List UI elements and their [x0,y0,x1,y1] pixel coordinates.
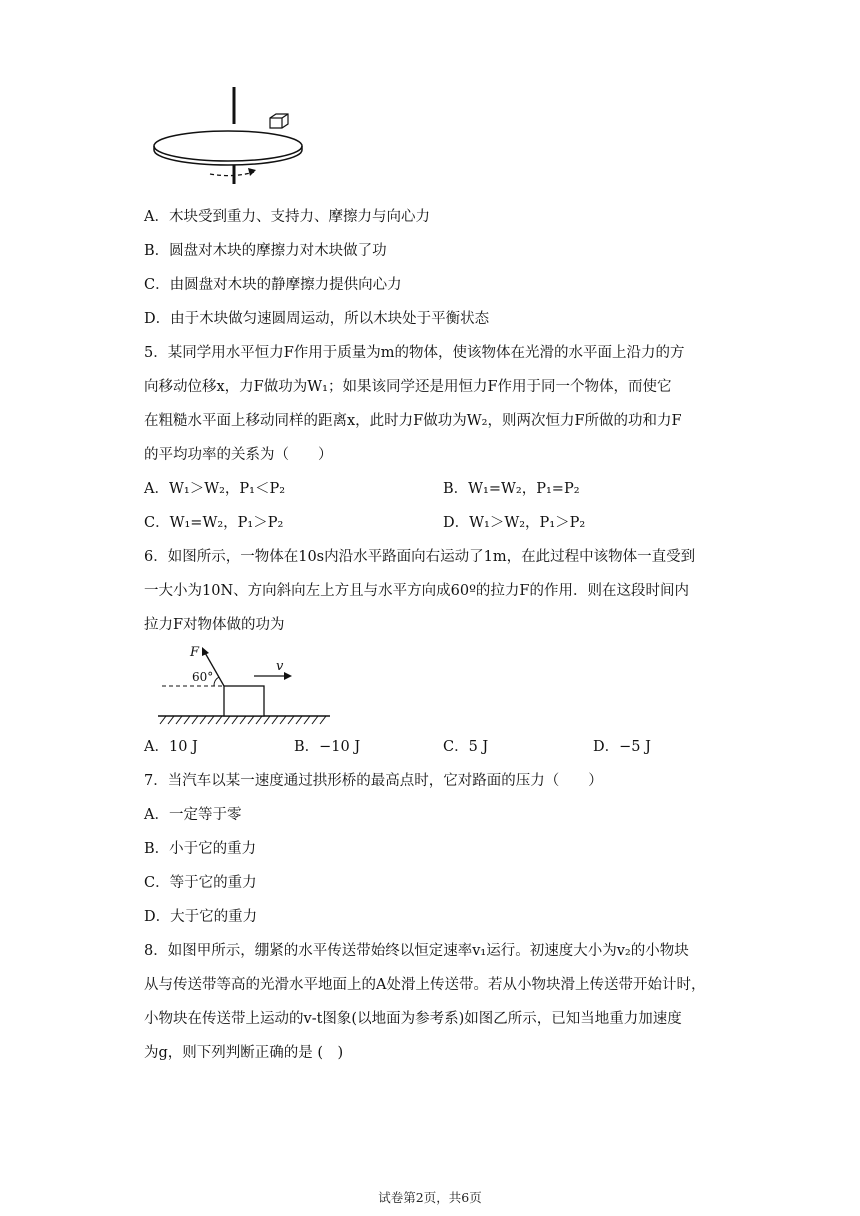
q5-option-d[interactable]: D．W₁＞W₂，P₁＞P₂ [443,515,586,531]
q4-option-a[interactable]: A．木块受到重力、支持力、摩擦力与向心力 [144,209,430,225]
q5-stem-line-1: 5．某同学用水平恒力F作用于质量为m的物体，使该物体在光滑的水平面上沿力的方 [144,345,685,361]
q4-option-b[interactable]: B．圆盘对木块的摩擦力对木块做了功 [144,243,387,259]
q7-option-b[interactable]: B．小于它的重力 [144,841,257,857]
q6-option-d[interactable]: D．−5 J [593,739,651,755]
q6-stem-line-2: 一大小为10N、方向斜向左上方且与水平方向成60º的拉力F的作用．则在这段时间内 [144,583,689,599]
q4-option-d[interactable]: D．由于木块做匀速圆周运动，所以木块处于平衡状态 [144,311,490,327]
q8-stem-line-1: 8．如图甲所示，绷紧的水平传送带始终以恒定速率v₁运行。初速度大小为v₂的小物块 [144,943,689,959]
angle-label: 60° [192,670,214,684]
force-label: F [190,645,200,660]
q7-stem-line-1: 7．当汽车以某一速度通过拱形桥的最高点时，它对路面的压力（ ） [144,773,603,789]
force-block-figure [156,642,336,728]
page-footer: 试卷第2页，共6页 [378,1190,482,1205]
q7-option-c[interactable]: C．等于它的重力 [144,875,257,891]
q6-option-b[interactable]: B．−10 J [294,739,361,755]
q8-stem-line-3: 小物块在传送带上运动的v-t图象(以地面为参考系)如图乙所示，已知当地重力加速度 [144,1011,682,1027]
velocity-label: v [276,659,284,674]
q6-option-a[interactable]: A．10 J [144,739,198,755]
q7-option-a[interactable]: A．一定等于零 [144,807,242,823]
q5-option-a[interactable]: A．W₁＞W₂，P₁＜P₂ [144,481,286,497]
q5-stem-line-2: 向移动位移x，力F做功为W₁；如果该同学还是用恒力F作用于同一个物体，而使它 [144,379,672,395]
q5-option-b[interactable]: B．W₁=W₂，P₁=P₂ [443,481,580,497]
q6-stem-line-3: 拉力F对物体做的功为 [144,617,285,633]
q7-option-d[interactable]: D．大于它的重力 [144,909,258,925]
q8-stem-line-4: 为g，则下列判断正确的是 ( ) [144,1045,344,1061]
q5-stem-line-3: 在粗糙水平面上移动同样的距离x，此时力F做功为W₂，则两次恒力F所做的功和力F [144,413,682,429]
q5-stem-line-4: 的平均功率的关系为（ ） [144,447,333,463]
q6-option-c[interactable]: C．5 J [443,739,489,755]
q8-stem-line-2: 从与传送带等高的光滑水平地面上的A处滑上传送带。若从小物块滑上传送带开始计时， [144,977,706,993]
q6-stem-line-1: 6．如图所示，一物体在10s内沿水平路面向右运动了1m，在此过程中该物体一直受到 [144,549,696,565]
rotating-disk-figure [148,84,308,190]
q5-option-c[interactable]: C．W₁=W₂，P₁＞P₂ [144,515,284,531]
q4-option-c[interactable]: C．由圆盘对木块的静摩擦力提供向心力 [144,277,402,293]
